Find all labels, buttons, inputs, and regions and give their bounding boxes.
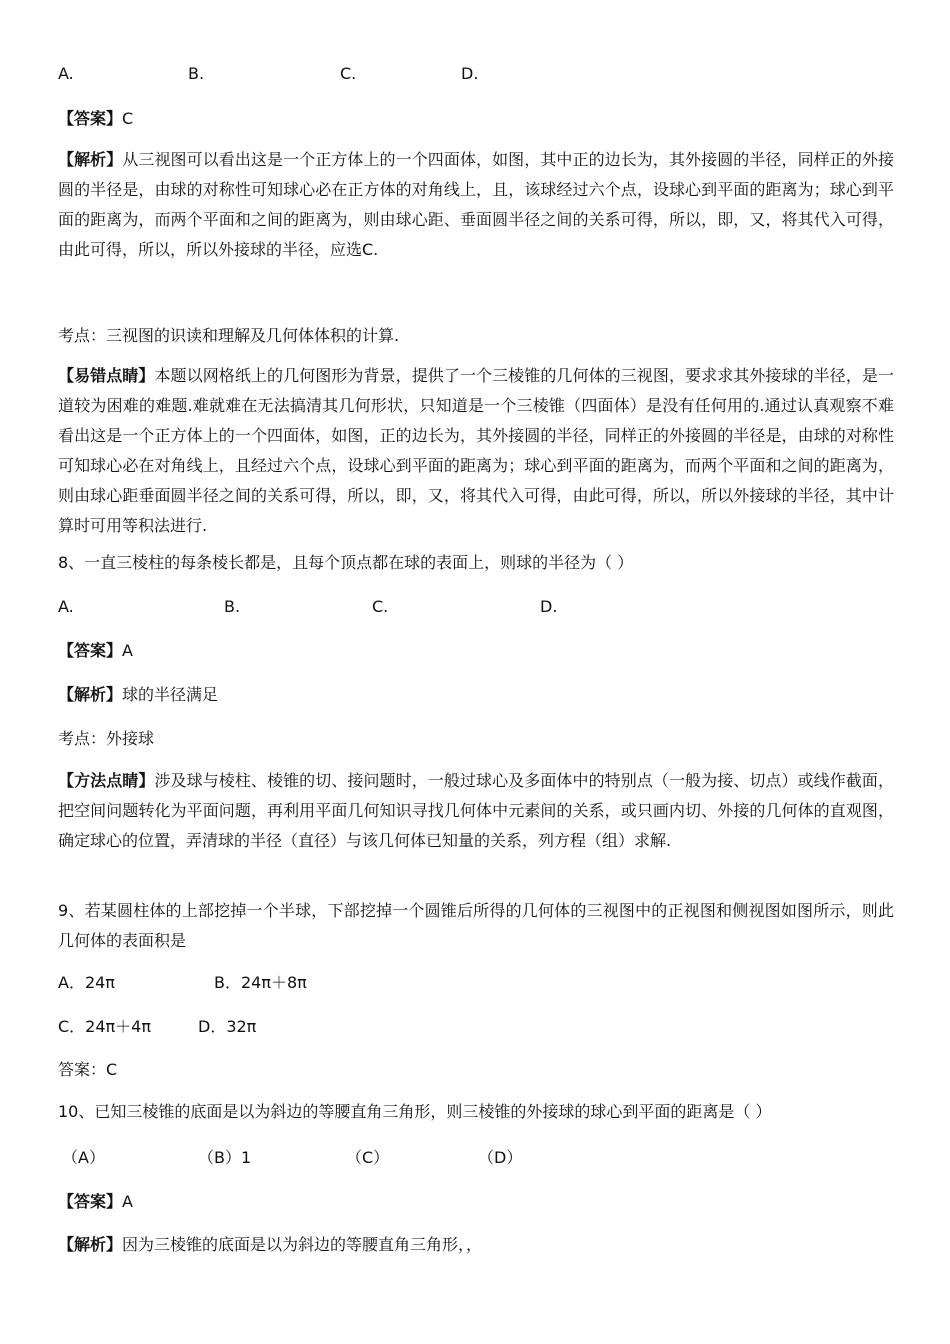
q8-kaodian: 考点：外接球 <box>58 729 155 748</box>
q8-option-d: D. <box>540 597 558 616</box>
q9-option-c: C．24π＋4π <box>58 1017 151 1036</box>
q8-method <box>58 766 894 856</box>
q8-answer-tag: 【答案】 <box>58 641 123 660</box>
q9-answer: 答案：C <box>58 1060 118 1079</box>
q8-option-c: C. <box>372 597 389 616</box>
q8-analysis-tag: 【解析】 <box>58 685 123 704</box>
q7-analysis-text: 从三视图可以看出这是一个正方体上的一个四面体，如图，其中正的边长为，其外接圆的半径，同样正的外接圆的半径是，由球的对称性可知球心必在正方体的对角线上，且，该球经过六个点，设球心到平面的距离为；球心到平面的距离为，而两个平面和之间的距离为，则由球心距、垂面圆半径之间的关系可得，所以，即，又，将其代入可得，由此可得，所以，所以外接球的半径，应选C. <box>58 150 894 259</box>
q8-option-a: A. <box>58 597 74 616</box>
q7-analysis <box>58 145 894 265</box>
q8-method-text: 涉及球与棱柱、棱锥的切、接问题时，一般过球心及多面体中的特别点（一般为接、切点）或线作截面，把空间问题转化为平面问题，再利用平面几何知识寻找几何体中元素间的关系，或只画内切、外接的几何体的直观图，确定球心的位置，弄清球的半径（直径）与该几何体已知量的关系，列方程（组）求解. <box>58 771 894 850</box>
q9-option-b: B．24π＋8π <box>214 973 307 992</box>
q7-analysis-tag: 【解析】 <box>58 150 123 169</box>
q7-option-c: C. <box>340 64 357 83</box>
q7-option-a: A. <box>58 64 74 83</box>
q7-answer <box>58 109 133 129</box>
q7-yicuo-tag: 【易错点睛】 <box>58 366 155 385</box>
q8-analysis <box>58 685 218 705</box>
q7-yicuo-text: 本题以网格纸上的几何图形为背景，提供了一个三棱锥的几何体的三视图，要求求其外接球的半径，是一道较为困难的难题.难就难在无法搞清其几何形状，只知道是一个三棱锥（四面体）是没有任何用的.通过认真观察不难看出这是一个正方体上的一个四面体，如图，正的边长为，其外接圆的半径，同样正的外接圆的半径是，由球的对称性可知球心必在对角线上，且经过六个点，设球心到平面的距离为；球心到平面的距离为，而两个平面和之间的距离为，则由球心距垂面圆半径之间的关系可得，所以，即，又，将其代入可得，由此可得，所以，所以外接球的半径，其中计算时可用等积法进行. <box>58 366 894 535</box>
q8-answer-value: A <box>122 641 133 660</box>
q7-option-b: B. <box>188 64 205 83</box>
q10-option-c: （C） <box>346 1148 390 1167</box>
q9-option-a: A．24π <box>58 973 115 992</box>
q8-option-b: B. <box>224 597 241 616</box>
q8-analysis-text: 球的半径满足 <box>122 685 219 704</box>
q8-answer <box>58 641 133 661</box>
q10-analysis-tag: 【解析】 <box>58 1235 123 1254</box>
q10-stem: 10、已知三棱锥的底面是以为斜边的等腰直角三角形，则三棱锥的外接球的球心到平面的距离是（ ） <box>58 1102 772 1121</box>
q10-analysis <box>58 1235 482 1255</box>
q10-option-d: （D） <box>478 1148 523 1167</box>
q10-option-a: （A） <box>62 1148 105 1167</box>
q10-answer <box>58 1192 133 1212</box>
q10-answer-value: A <box>122 1192 133 1211</box>
q10-answer-tag: 【答案】 <box>58 1192 123 1211</box>
q9-option-d: D．32π <box>198 1017 257 1036</box>
q7-kaodian: 考点：三视图的识读和理解及几何体体积的计算. <box>58 326 400 345</box>
q8-stem: 8、一直三棱柱的每条棱长都是，且每个顶点都在球的表面上，则球的半径为（ ） <box>58 553 634 572</box>
q7-answer-value: C <box>122 109 134 128</box>
q10-analysis-text: 因为三棱锥的底面是以为斜边的等腰直角三角形，， <box>122 1235 483 1254</box>
q8-method-tag: 【方法点睛】 <box>58 771 155 790</box>
q7-answer-tag: 【答案】 <box>58 109 123 128</box>
q7-yicuo <box>58 361 894 541</box>
q9-stem: 9、若某圆柱体的上部挖掉一个半球，下部挖掉一个圆锥后所得的几何体的三视图中的正视图和侧视图如图所示，则此几何体的表面积是 <box>58 901 894 950</box>
q10-option-b: （B）1 <box>198 1148 252 1167</box>
q7-option-d: D. <box>461 64 479 83</box>
